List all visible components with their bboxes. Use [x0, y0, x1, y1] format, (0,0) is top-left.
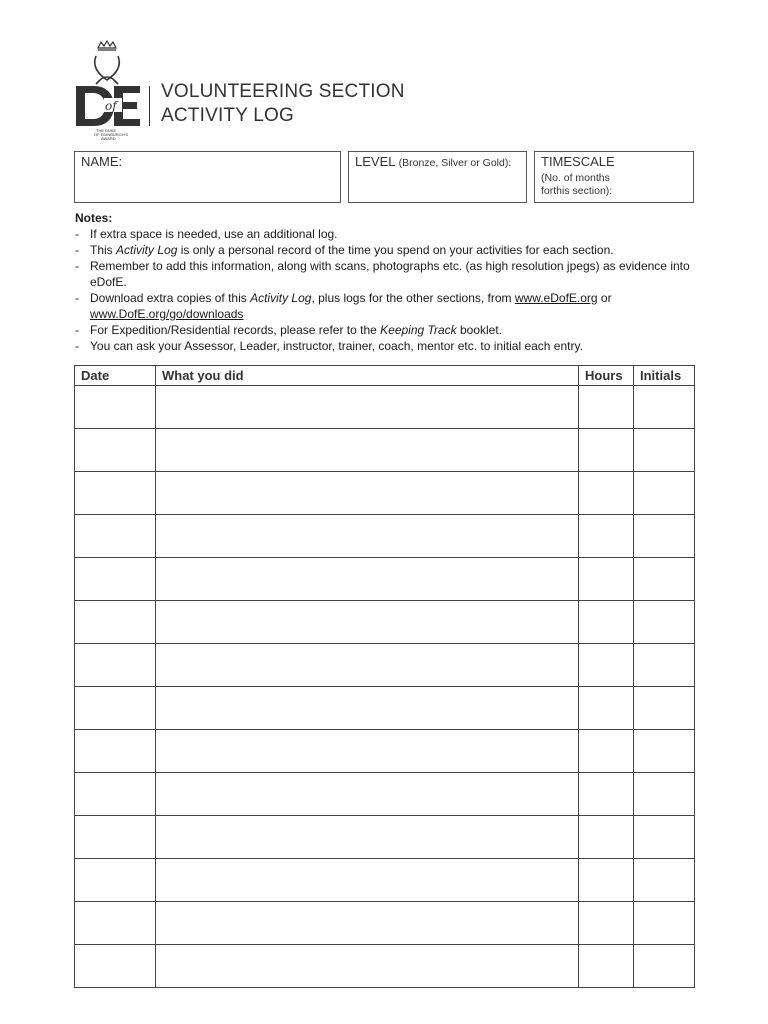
initials-cell[interactable] [634, 472, 695, 515]
date-cell[interactable] [75, 644, 156, 687]
table-row [75, 429, 695, 472]
initials-cell[interactable] [634, 429, 695, 472]
date-cell[interactable] [75, 773, 156, 816]
activity-cell[interactable] [156, 945, 579, 988]
hours-cell[interactable] [579, 601, 634, 644]
timescale-field[interactable] [534, 151, 694, 203]
hours-cell[interactable] [579, 558, 634, 601]
initials-cell[interactable] [634, 386, 695, 429]
initials-cell[interactable] [634, 687, 695, 730]
date-cell[interactable] [75, 816, 156, 859]
hours-cell[interactable] [579, 644, 634, 687]
hours-cell[interactable] [579, 429, 634, 472]
hours-cell[interactable] [579, 515, 634, 558]
note-item: - If extra space is needed, use an additional log. [75, 227, 338, 241]
note-text: , plus logs for the other sections, from [311, 291, 515, 305]
date-cell[interactable] [75, 730, 156, 773]
activity-cell[interactable] [156, 472, 579, 515]
table-row [75, 945, 695, 988]
hours-cell[interactable] [579, 730, 634, 773]
initials-cell[interactable] [634, 902, 695, 945]
note-item: - You can ask your Assessor, Leader, instructor, trainer, coach, mentor etc. to initial each entry. [75, 339, 583, 353]
note-text: or [597, 291, 612, 305]
title-divider [149, 86, 150, 126]
page-title-line-2: ACTIVITY LOG [161, 105, 294, 126]
note-emphasis: Keeping Track [380, 323, 457, 337]
table-row [75, 558, 695, 601]
initials-cell[interactable] [634, 644, 695, 687]
activity-cell[interactable] [156, 601, 579, 644]
note-text: You can ask your Assessor, Leader, instructor, trainer, coach, mentor etc. to initial each entry. [90, 339, 583, 353]
table-row [75, 859, 695, 902]
table-row [75, 730, 695, 773]
table-row [75, 601, 695, 644]
note-item: - Remember to add this information, along with scans, photographs etc. (as high resolution jpegs) as evidence into eDofE. [75, 258, 715, 290]
activity-cell[interactable] [156, 902, 579, 945]
initials-cell[interactable] [634, 515, 695, 558]
table-row [75, 773, 695, 816]
header-hours: Hours [579, 366, 634, 386]
header-initials: Initials [634, 366, 695, 386]
table-row [75, 386, 695, 429]
note-text: If extra space is needed, use an additional log. [90, 227, 338, 241]
note-item: - For Expedition/Residential records, please refer to the Keeping Track booklet. [75, 323, 503, 337]
initials-cell[interactable] [634, 730, 695, 773]
note-text: is only a personal record of the time you spend on your activities for each section. [177, 243, 614, 257]
level-hint: (Bronze, Silver or Gold): [398, 157, 512, 169]
activity-cell[interactable] [156, 515, 579, 558]
table-row [75, 902, 695, 945]
crown-icon [98, 41, 116, 50]
note-item: - This Activity Log is only a personal record of the time you spend on your activities for each section. [75, 243, 614, 257]
hours-cell[interactable] [579, 902, 634, 945]
note-text: This [90, 243, 117, 257]
activity-cell[interactable] [156, 816, 579, 859]
hours-cell[interactable] [579, 687, 634, 730]
header-what-you-did: What you did [156, 366, 579, 386]
note-emphasis: Activity Log [116, 243, 178, 257]
activity-log-table [74, 365, 695, 988]
initials-cell[interactable] [634, 816, 695, 859]
date-cell[interactable] [75, 429, 156, 472]
timescale-label: TIMESCALE [541, 154, 615, 169]
initials-cell[interactable] [634, 601, 695, 644]
activity-cell[interactable] [156, 386, 579, 429]
initials-cell[interactable] [634, 945, 695, 988]
page-title-line-1: VOLUNTEERING SECTION [161, 81, 405, 102]
table-row [75, 687, 695, 730]
knot-icon [95, 56, 120, 84]
table-row [75, 472, 695, 515]
svg-text:of: of [105, 99, 117, 113]
activity-cell[interactable] [156, 687, 579, 730]
date-cell[interactable] [75, 515, 156, 558]
edofe-link[interactable]: www.eDofE.org [514, 291, 598, 305]
note-text: Remember to add this information, along with scans, photographs etc. (as high resolution jpegs) as evidence into eDofE. [90, 259, 690, 289]
activity-cell[interactable] [156, 773, 579, 816]
notes-title: Notes: [75, 211, 113, 225]
dofe-downloads-link[interactable]: www.DofE.org/go/downloads [90, 307, 244, 321]
note-item: - Download extra copies of this Activity Log, plus logs for the other sections, from www.eDofE.org or www.DofE.org/go/downloads [75, 291, 612, 321]
svg-text:AWARD: AWARD [101, 136, 116, 140]
note-text: booklet. [456, 323, 503, 337]
level-field[interactable] [348, 151, 527, 203]
dofe-logo [74, 40, 144, 140]
table-row [75, 816, 695, 859]
svg-text:THE DUKE: THE DUKE [96, 128, 117, 133]
note-text: Download extra copies of this [90, 291, 251, 305]
name-label: NAME: [81, 154, 123, 169]
hours-cell[interactable] [579, 816, 634, 859]
svg-text:OF EDINBURGH'S: OF EDINBURGH'S [94, 132, 129, 137]
header-date: Date [75, 366, 156, 386]
table-header-row [75, 366, 695, 386]
date-cell[interactable] [75, 386, 156, 429]
table-row [75, 644, 695, 687]
hours-cell[interactable] [579, 945, 634, 988]
initials-cell[interactable] [634, 859, 695, 902]
note-emphasis: Activity Log [250, 291, 312, 305]
date-cell[interactable] [75, 902, 156, 945]
date-cell[interactable] [75, 945, 156, 988]
activity-cell[interactable] [156, 859, 579, 902]
date-cell[interactable] [75, 859, 156, 902]
hours-cell[interactable] [579, 472, 634, 515]
activity-cell[interactable] [156, 429, 579, 472]
initials-cell[interactable] [634, 558, 695, 601]
date-cell[interactable] [75, 558, 156, 601]
hours-cell[interactable] [579, 773, 634, 816]
initials-cell[interactable] [634, 773, 695, 816]
hours-cell[interactable] [579, 859, 634, 902]
activity-cell[interactable] [156, 644, 579, 687]
notes-section [75, 210, 715, 354]
activity-cell[interactable] [156, 558, 579, 601]
date-cell[interactable] [75, 472, 156, 515]
date-cell[interactable] [75, 687, 156, 730]
level-label: LEVEL [355, 154, 395, 169]
activity-cell[interactable] [156, 730, 579, 773]
note-text: For Expedition/Residential records, please refer to the [90, 323, 381, 337]
date-cell[interactable] [75, 601, 156, 644]
table-row [75, 515, 695, 558]
timescale-hint: (No. of months forthis section): [541, 172, 613, 197]
hours-cell[interactable] [579, 386, 634, 429]
log-rows [75, 386, 695, 988]
name-field[interactable] [74, 151, 341, 203]
